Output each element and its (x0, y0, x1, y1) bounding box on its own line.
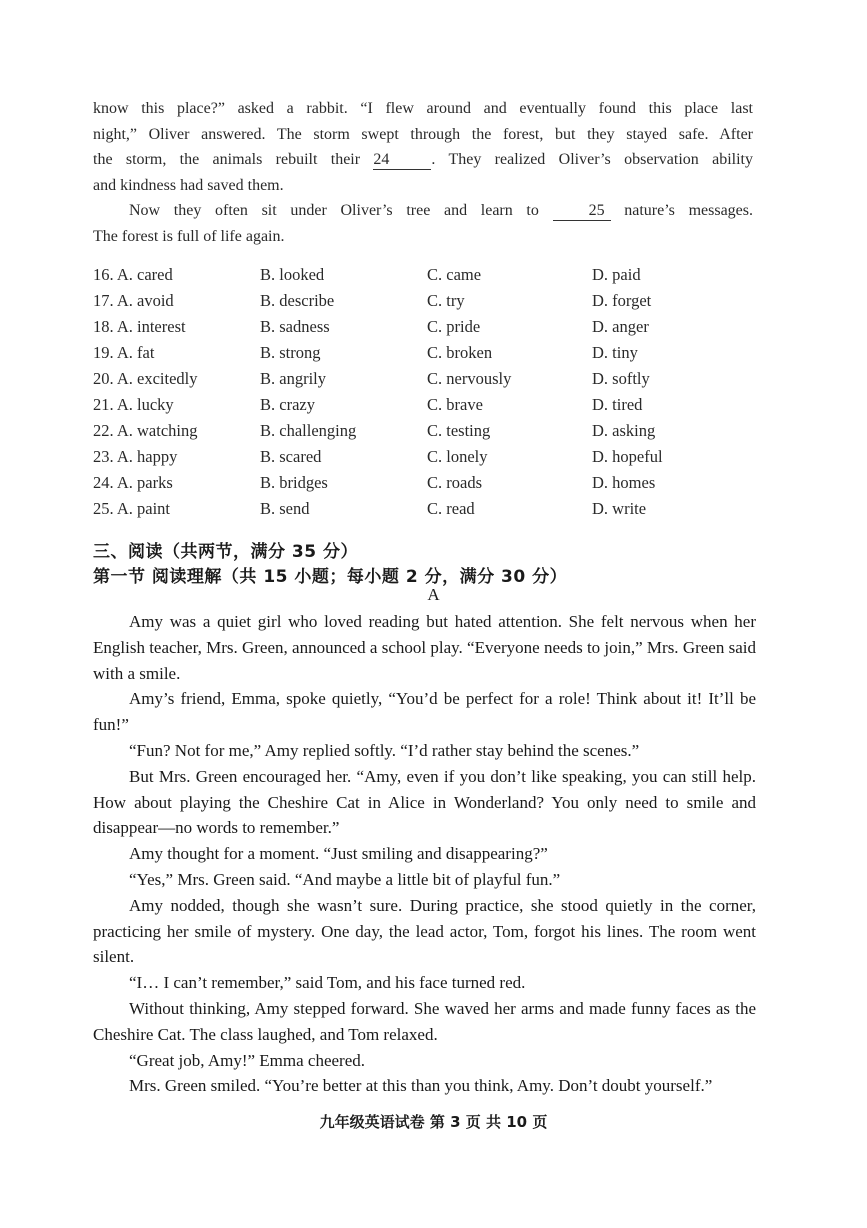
option-d: D. paid (592, 265, 641, 284)
option-c: C. broken (427, 343, 493, 362)
option-d: D. anger (592, 317, 649, 336)
option-c: C. pride (427, 317, 481, 336)
option-b: B. bridges (260, 473, 328, 492)
option-d: D. tiny (592, 343, 638, 362)
option-b: B. looked (260, 265, 325, 284)
paragraph: “I… I can’t remember,” said Tom, and his face turned red. (129, 973, 526, 993)
paragraph: Without thinking, Amy stepped forward. She waved her arms and made funny faces as the Cheshire Cat. The class laughed, and Tom relaxed. (93, 998, 756, 1044)
option-c: C. read (427, 499, 475, 518)
previous-passage (93, 96, 753, 249)
option-c: C. lonely (427, 447, 488, 466)
cloze-options (93, 262, 713, 522)
option-a: 19. A. fat (93, 343, 155, 362)
option-d: D. asking (592, 421, 656, 440)
paragraph: “Fun? Not for me,” Amy replied softly. “I’d rather stay behind the scenes.” (129, 740, 640, 760)
option-a: 20. A. excitedly (93, 369, 198, 388)
option-row-16 (93, 262, 713, 288)
option-b: B. strong (260, 343, 321, 362)
option-row-25 (93, 496, 713, 522)
option-d: D. tired (592, 395, 643, 414)
passage-line: know this place?” asked a rabbit. “I flew around and eventually found this place last (93, 100, 753, 117)
paragraph: Amy was a quiet girl who loved reading but hated attention. She felt nervous when her English teacher, Mrs. Green, announced a school play. “Everyone needs to join,” Mrs. Green said with a smile. (93, 612, 756, 683)
option-d: D. homes (592, 473, 656, 492)
option-c: C. brave (427, 395, 483, 414)
answer-blank-25: 25 (553, 202, 611, 221)
option-row-20 (93, 366, 713, 392)
option-c: C. came (427, 265, 482, 284)
option-a: 24. A. parks (93, 473, 173, 492)
page-footer: 九年级英语试卷 第 3 页 共 10 页 (319, 1113, 548, 1131)
paragraph: But Mrs. Green encouraged her. “Amy, even if you don’t like speaking, you can still help. How about playing the Cheshire Cat in Alice in Wonderland? You only need to smile and disappear—no words to remember.” (93, 766, 756, 838)
paragraph: Amy’s friend, Emma, spoke quietly, “You’d be perfect for a role! Think about it! It’ll be fun!” (93, 689, 756, 735)
reading-passage (93, 609, 756, 1099)
section-title: 三、阅读（共两节，满分 35 分） (93, 542, 358, 562)
option-a: 22. A. watching (93, 421, 198, 440)
option-c: C. try (427, 291, 465, 310)
option-row-18 (93, 314, 713, 340)
option-a: 17. A. avoid (93, 291, 174, 310)
paragraph: Mrs. Green smiled. “You’re better at this than you think, Amy. Don’t doubt yourself.” (129, 1076, 713, 1096)
paragraph: “Great job, Amy!” Emma cheered. (129, 1050, 366, 1070)
option-b: B. crazy (260, 395, 315, 414)
subsection-title: 第一节 阅读理解（共 15 小题；每小题 2 分，满分 30 分） (93, 567, 568, 587)
paragraph: Amy thought for a moment. “Just smiling and disappearing?” (129, 844, 548, 864)
option-d: D. hopeful (592, 447, 663, 466)
option-row-22 (93, 418, 713, 444)
passage-line: The forest is full of life again. (93, 227, 285, 245)
option-b: B. challenging (260, 421, 357, 440)
option-b: B. describe (260, 291, 335, 310)
option-a: 16. A. cared (93, 265, 173, 284)
option-row-23 (93, 444, 713, 470)
option-b: B. sadness (260, 317, 330, 336)
option-a: 21. A. lucky (93, 395, 174, 414)
passage-line: and kindness had saved them. (93, 176, 284, 194)
option-d: D. softly (592, 369, 650, 388)
paragraph: “Yes,” Mrs. Green said. “And maybe a little bit of playful fun.” (129, 869, 561, 889)
option-row-19 (93, 340, 713, 366)
option-b: B. send (260, 499, 310, 518)
option-c: C. testing (427, 421, 491, 440)
option-a: 25. A. paint (93, 499, 170, 518)
passage-line: the storm, the animals rebuilt their 24 . They realized Oliver’s observation ability (93, 151, 753, 168)
answer-blank-24: 24 (373, 151, 431, 170)
option-a: 18. A. interest (93, 317, 186, 336)
option-d: D. forget (592, 291, 652, 310)
option-row-24 (93, 470, 713, 496)
passage-line: night,” Oliver answered. The storm swept through the forest, but they stayed safe. After (93, 125, 753, 143)
option-row-17 (93, 288, 713, 314)
option-b: B. angrily (260, 369, 326, 388)
paragraph: Amy nodded, though she wasn’t sure. During practice, she stood quietly in the corner, practicing her smile of mystery. One day, the lead actor, Tom, forgot his lines. The room went silent. (93, 895, 756, 967)
option-c: C. roads (427, 473, 482, 492)
option-a: 23. A. happy (93, 447, 178, 466)
option-b: B. scared (260, 447, 322, 466)
option-c: C. nervously (427, 369, 512, 388)
passage-letter: A (427, 585, 440, 604)
option-d: D. write (592, 499, 647, 518)
option-row-21 (93, 392, 713, 418)
passage-line: Now they often sit under Oliver’s tree and learn to 25 nature’s messages. (129, 202, 754, 219)
